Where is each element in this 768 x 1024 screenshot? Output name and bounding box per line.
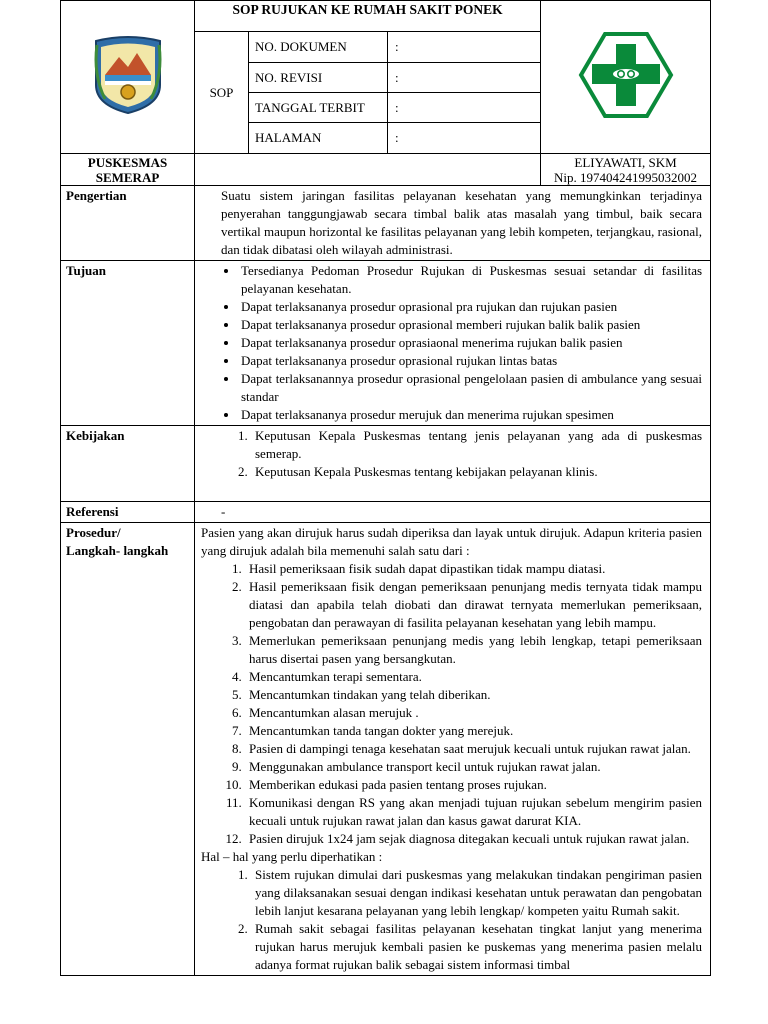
prosedur-note-heading: Hal – hal yang perlu diperhatikan : xyxy=(201,849,383,864)
list-item: 1. Keputusan Kepala Puskesmas tentang jenis pelayanan yang ada di puskesmas semerap. xyxy=(251,427,702,463)
kebijakan-content xyxy=(195,426,711,502)
institution-line1: PUSKESMAS xyxy=(87,155,168,170)
kebijakan-label: Kebijakan xyxy=(61,426,195,502)
list-item: 12. Pasien dirujuk 1x24 jam sejak diagnosa ditegakan kecuali untuk rujukan rawat jalan. xyxy=(245,830,702,848)
blank-cell xyxy=(195,154,541,186)
tujuan-label: Tujuan xyxy=(61,261,195,426)
meta-label-no-dokumen: NO. DOKUMEN xyxy=(249,32,388,63)
referensi-text: - xyxy=(195,502,711,523)
list-item: • Dapat terlaksananya prosedur oprasional rujukan lintas batas xyxy=(239,352,702,370)
right-logo-cell xyxy=(541,1,711,154)
puskesmas-cross-logo-icon xyxy=(578,32,674,118)
meta-label-tanggal-terbit: TANGGAL TERBIT xyxy=(249,93,388,123)
list-item: 2. Rumah sakit sebagai fasilitas pelayanan kesehatan tingkat lanjut yang menerima rujukan harus merujuk kembali pasien ke puskemas yang menerima pasien melalu adanya format rujukan balik sebagai sistem informasi timbal xyxy=(251,920,702,974)
institution-name xyxy=(61,154,195,186)
tujuan-content xyxy=(195,261,711,426)
prosedur-steps xyxy=(201,560,702,848)
list-item: 2. Keputusan Kepala Puskesmas tentang kebijakan pelayanan klinis. xyxy=(251,463,702,481)
list-item: 9. Menggunakan ambulance transport kecil untuk rujukan rawat jalan. xyxy=(245,758,702,776)
meta-value-halaman: : xyxy=(388,123,541,154)
meta-value-tanggal-terbit: : xyxy=(388,93,541,123)
left-logo-cell xyxy=(61,1,195,154)
signer-block xyxy=(541,154,711,186)
prosedur-label xyxy=(61,523,195,976)
list-item: 1. Sistem rujukan dimulai dari puskesmas yang melakukan tindakan pengiriman pasien yang dilaksanakan sesuai dengan indikasi kesehatan untuk perawatan dan pengobatan lebih lanjut kesarana pelayanan yang lebih lengkap/ kompeten yaitu Rumah sakit. xyxy=(251,866,702,920)
meta-value-no-revisi: : xyxy=(388,63,541,93)
list-item: 6. Mencantumkan alasan merujuk . xyxy=(245,704,702,722)
pengertian-label: Pengertian xyxy=(61,186,195,261)
prosedur-label-line2: Langkah- langkah xyxy=(66,543,169,558)
list-item: • Dapat terlaksananya prosedur oprasiaonal menerima rujukan balik pasien xyxy=(239,334,702,352)
list-item: 5. Mencantumkan tindakan yang telah diberikan. xyxy=(245,686,702,704)
meta-value-no-dokumen: : xyxy=(388,32,541,63)
prosedur-notes xyxy=(201,866,702,974)
list-item: 10. Memberikan edukasi pada pasien tentang proses rujukan. xyxy=(245,776,702,794)
list-item: 7. Mencantumkan tanda tangan dokter yang merejuk. xyxy=(245,722,702,740)
prosedur-intro: Pasien yang akan dirujuk harus sudah diperiksa dan layak untuk dirujuk. Adapun kriteria pasien yang dirujuk adalah bila memenuhi salah satu dari : xyxy=(201,525,703,558)
sop-table xyxy=(60,0,711,976)
list-item: 11. Komunikasi dengan RS yang akan menjadi tujuan rujukan sebelum mengirim pasien kecuali untuk rujukan rawat jalan dan kasus gawat darurat KIA. xyxy=(245,794,702,830)
sop-label: SOP xyxy=(195,32,249,154)
list-item: 4. Mencantumkan terapi sementara. xyxy=(245,668,702,686)
list-item: • Dapat terlaksananya prosedur oprasional memberi rujukan balik balik pasien xyxy=(239,316,702,334)
kebijakan-list xyxy=(201,427,702,481)
document-title: SOP RUJUKAN KE RUMAH SAKIT PONEK xyxy=(195,1,541,32)
signer-name: ELIYAWATI, SKM xyxy=(574,155,677,170)
prosedur-content xyxy=(195,523,711,976)
list-item: • Dapat terlaksananya prosedur oprasional pra rujukan dan rujukan pasien xyxy=(239,298,702,316)
prosedur-label-line1: Prosedur/ xyxy=(66,525,121,540)
list-item: 8. Pasien di dampingi tenaga kesehatan saat merujuk kecuali untuk rujukan rawat jalan. xyxy=(245,740,702,758)
regional-emblem-icon xyxy=(91,35,165,115)
signer-nip: Nip. 197404241995032002 xyxy=(554,170,698,185)
meta-label-no-revisi: NO. REVISI xyxy=(249,63,388,93)
list-item: • Dapat terlaksanannya prosedur oprasional pengelolaan pasien di ambulance yang sesuai standar xyxy=(239,370,702,406)
list-item: 3. Memerlukan pemeriksaan penunjang medis yang lebih lengkap, tetapi pemeriksaan harus disertai pasen yang bersangkutan. xyxy=(245,632,702,668)
list-item: • Dapat terlaksananya prosedur merujuk dan menerima rujukan spesimen xyxy=(239,406,702,424)
pengertian-text: Suatu sistem jaringan fasilitas pelayanan kesehatan yang memungkinkan terjadinya penyerahan tanggungjawab secara timbal balik atas masalah yang timbul, baik secara vertikal maupun horizontal ke fasilitas pelayanan yang lebih kompeten, terjangkau, rasional, dan tidak dibatasi oleh wilayah administrasi. xyxy=(195,186,711,261)
tujuan-list xyxy=(201,262,702,424)
referensi-label: Referensi xyxy=(61,502,195,523)
list-item: 2. Hasil pemeriksaan fisik dengan pemeriksaan penunjang medis ternyata tidak mampu diatasi dan apabila telah diobati dan dirawat ternyata memerlukan pemeriksaan, pengobatan dan perawayan di fasilita pelayanan kesehatan yang lebih mampu. xyxy=(245,578,702,632)
list-item: 1. Hasil pemeriksaan fisik sudah dapat dipastikan tidak mampu diatasi. xyxy=(245,560,702,578)
list-item: • Tersedianya Pedoman Prosedur Rujukan di Puskesmas sesuai setandar di fasilitas pelayanan kesehatan. xyxy=(239,262,702,298)
sop-document xyxy=(60,0,710,976)
meta-label-halaman: HALAMAN xyxy=(249,123,388,154)
institution-line2: SEMERAP xyxy=(95,170,160,185)
